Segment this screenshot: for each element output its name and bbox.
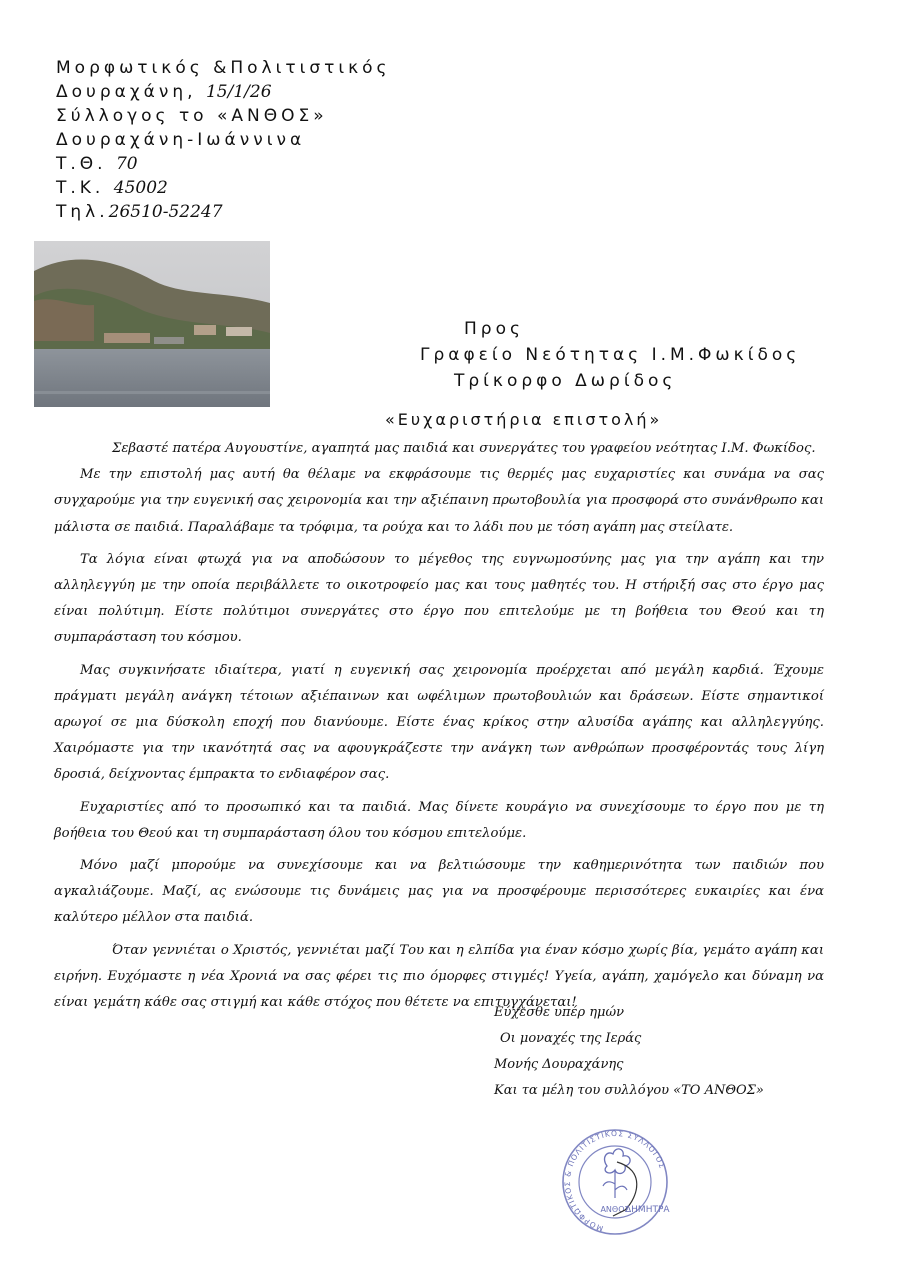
po-value: 70 bbox=[115, 154, 138, 174]
landscape-photo bbox=[34, 241, 270, 407]
recipient-to: Προς bbox=[464, 319, 524, 339]
stamp-ring-text: ΜΟΡΦΩΤΙΚΟΣ & ΠΟΛΙΤΙΣΤΙΚΟΣ ΣΥΛΛΟΓΟΣ bbox=[562, 1128, 667, 1234]
signature-line-4: Και τα μέλη του συλλόγου «ΤΟ ΑΝΘΟΣ» bbox=[494, 1083, 764, 1098]
paragraph-gratitude: Τα λόγια είναι φτωχά για να αποδώσουν το μέγεθος της ευγνωμοσύνης μας για την αγάπη και την αλληλεγγύη με την οποία περιβάλλετε το οικοτροφείο μας και τους μαθητές του. Η στήριξή σας στο έργο μας είναι πολύτιμη. Είστε πολύτιμοι συνεργάτες στο έργο που επιτελούμε με τη βοήθεια του Θεού και τη συμπαράσταση του κόσμου. bbox=[54, 551, 824, 646]
stamp-seal-icon bbox=[555, 1118, 695, 1248]
po-label: Τ.Θ. bbox=[56, 154, 107, 174]
recipient-office: Γραφείο Νεότητας Ι.Μ.Φωκίδος bbox=[420, 345, 801, 365]
paragraph-touched: Μας συγκινήσατε ιδιαίτερα, γιατί η ευγενική σας χειρονομία προέρχεται από μεγάλη καρδιά. Έχουμε πράγματι μεγάλη ανάγκη τέτοιων αξιέπαινων και ωφέλιμων πρωτοβουλιών και δράσεων. Είστε σημαντικοί αρωγοί σε μια δύσκολη εποχή που διανύουμε. Είστε ένας κρίκος στην αλυσίδα αγάπης και αλληλεγγύης. Χαιρόμαστε για την ικανότητά σας να αφουγκράζεστε την ανάγκη των ανθρώπων προσφέροντάς τους λίγη δροσιά, δείχνοντας έμπρακτα το ενδιαφέρον σας. bbox=[54, 662, 824, 783]
zip-label: Τ.Κ. bbox=[56, 178, 105, 198]
paragraph-greeting: Σεβαστέ πατέρα Αυγουστίνε, αγαπητά μας παιδιά και συνεργάτες του γραφείου νεότητας Ι.Μ. Φωκίδος. bbox=[112, 441, 816, 456]
paragraph-christmas: Όταν γεννιέται ο Χριστός, γεννιέται μαζί Του και η ελπίδα για έναν κόσμο χωρίς βία, γεμάτο αγάπη και ειρήνη. Ευχόμαστε η νέα Χρονιά να σας φέρει τις πιο όμορφες στιγμές! Υγεία, αγάπη, χαμόγελο και δύναμη να είναι γεμάτη κάθε σας στιγμή και κάθε στόχος που θέτετε να επιτυγχάνεται! bbox=[54, 942, 824, 1011]
stamp-center-text: ΑΝΘΟΣ bbox=[600, 1205, 630, 1214]
sender-zip bbox=[56, 176, 391, 200]
paragraph-thanks: Με την επιστολή μας αυτή θα θέλαμε να εκφράσουμε τις θερμές μας ευχαριστίες και συνάμα να σας συγχαρούμε για την ευγενική σας χειρονομία και την αξιέπαινη πρωτοβουλία για προσφορά στο συνάνθρωπο και μάλιστα σε παιδιά. Παραλάβαμε τα τρόφιμα, τα ρούχα και το λάδι που με τόση αγάπη μας στείλατε. bbox=[54, 467, 824, 535]
letter-body bbox=[54, 436, 824, 1016]
recipient-place: Τρίκορφο Δωρίδος bbox=[454, 371, 677, 391]
letter-subject: «Ευχαριστήρια επιστολή» bbox=[385, 410, 663, 429]
sender-association: Σύλλογος το «ΑΝΘΟΣ» bbox=[56, 106, 328, 126]
sender-address bbox=[56, 56, 391, 224]
sender-city: Δουραχάνη-Ιωάννινα bbox=[56, 130, 306, 150]
landscape-image bbox=[34, 241, 270, 407]
association-stamp bbox=[555, 1118, 695, 1248]
zip-value: 45002 bbox=[113, 178, 168, 198]
sender-org: Μορφωτικός &Πολιτιστικός bbox=[56, 58, 391, 78]
recipient-address bbox=[420, 316, 840, 394]
signature-line-3: Μονής Δουραχάνης bbox=[494, 1057, 624, 1072]
sender-place: Δουραχάνη, bbox=[56, 82, 197, 102]
tel-label: Τηλ. bbox=[56, 202, 109, 222]
tel-value: 26510-52247 bbox=[108, 202, 223, 222]
sender-phone bbox=[56, 200, 391, 224]
letter-date: 15/1/26 bbox=[205, 82, 272, 102]
paragraph-together: Μόνο μαζί μπορούμε να συνεχίσουμε και να βελτιώσουμε την καθημερινότητα των παιδιών που αγκαλιάζουμε. Μαζί, ας ενώσουμε τις δυνάμεις μας για να προσφέρουμε περισσότερες ευκαιρίες και ένα καλύτερο μέλλον στα παιδιά. bbox=[54, 858, 824, 926]
sender-place-date bbox=[56, 80, 391, 104]
stamp-overlap-text: ΔΗΜΗΤΡΑ bbox=[625, 1205, 670, 1215]
signature-block bbox=[494, 1000, 764, 1104]
signature-line-2: Οι μοναχές της Ιεράς bbox=[500, 1031, 642, 1046]
paragraph-staff-thanks: Ευχαριστίες από το προσωπικό και τα παιδιά. Μας δίνετε κουράγιο να συνεχίσουμε το έργο που με τη βοήθεια του Θεού και τη συμπαράσταση όλου του κόσμου επιτελούμε. bbox=[54, 799, 824, 841]
signature-line-1: Εύχεσθε υπέρ ημών bbox=[494, 1005, 624, 1020]
sender-po-box bbox=[56, 152, 391, 176]
